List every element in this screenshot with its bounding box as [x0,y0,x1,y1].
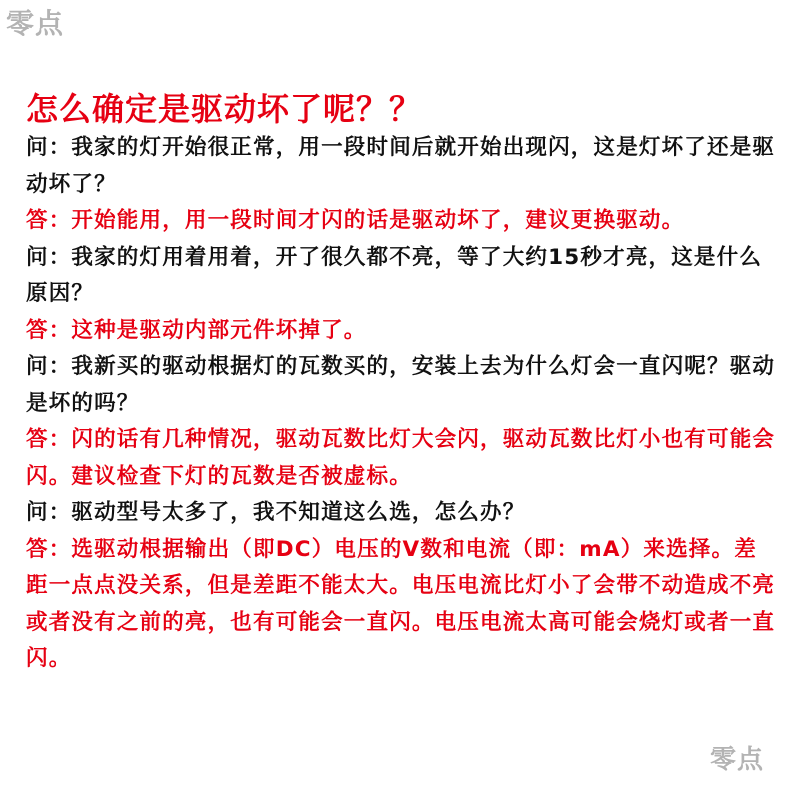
answer-3: 答：闪的话有几种情况，驱动瓦数比灯大会闪，驱动瓦数比灯小也有可能会闪。建议检查下灯的瓦数是否被虚标。 [26,427,776,489]
answer-2: 答：这种是驱动内部元件坏掉了。 [26,317,367,343]
watermark-bottom: 零点 [709,745,764,775]
answer-4: 答：选驱动根据输出（即DC）电压的V数和电流（即：mA）来选择。差距一点点没关系，但是差距不能太大。电压电流比灯小了会带不动造成不亮或者没有之前的亮，也有可能会一直闪。电压电流太高可能会烧灯或者一直闪。 [26,536,776,671]
page-title: 怎么确定是驱动坏了呢？？ [26,90,423,128]
question-4: 问：驱动型号太多了，我不知道这么选，怎么办？ [26,500,526,525]
answer-1: 答：开始能用，用一段时间才闪的话是驱动坏了，建议更换驱动。 [26,208,685,233]
question-3: 问：我新买的驱动根据灯的瓦数买的，安装上去为什么灯会一直闪呢？驱动是坏的吗？ [26,354,776,416]
question-1: 问：我家的灯开始很正常，用一段时间后就开始出现闪，这是灯坏了还是驱动坏了？ [26,135,776,197]
question-2: 问：我家的灯用着用着，开了很久都不亮，等了大约15秒才亮，这是什么原因？ [26,244,763,306]
document-body [26,88,776,678]
watermark-top: 零点 [6,7,65,40]
